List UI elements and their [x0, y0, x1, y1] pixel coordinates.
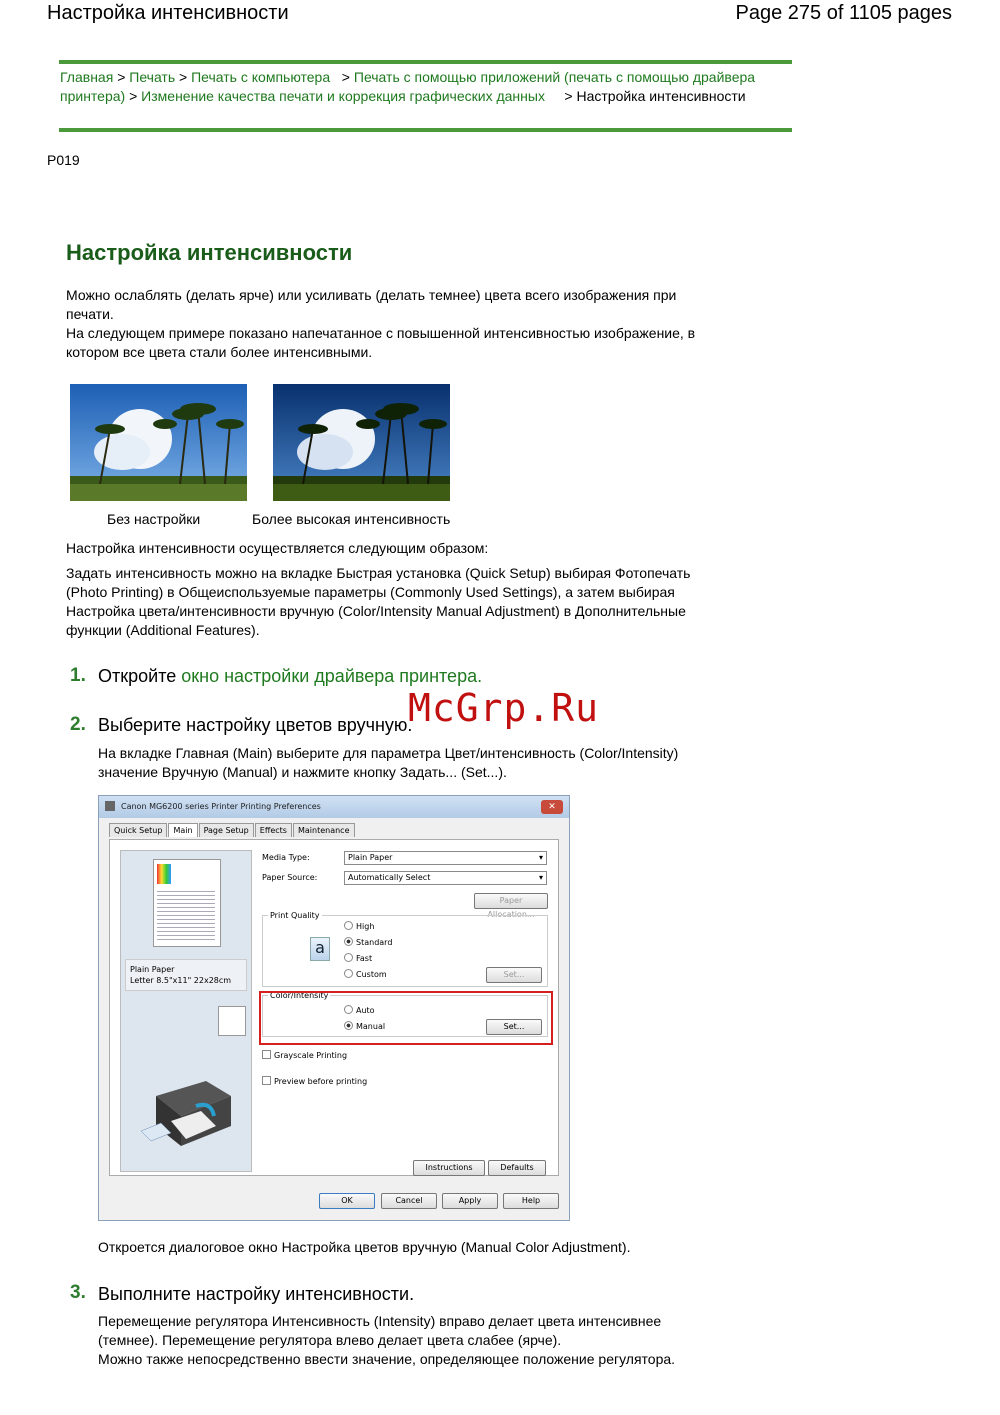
quality-custom-label: Custom: [356, 970, 387, 979]
quality-preview-icon: a: [310, 937, 330, 961]
breadcrumb-link-home[interactable]: Главная: [60, 69, 114, 85]
page-counter: Page 275 of 1105 pages: [735, 2, 952, 24]
ok-button[interactable]: OK: [319, 1193, 375, 1209]
text-lines: [157, 888, 215, 942]
caption-high-intensity: Более высокая интенсивность: [252, 511, 451, 527]
step-2-line: значение Вручную (Manual) и нажмите кнопку Задать... (Set...).: [98, 764, 507, 780]
step-1-title: [98, 666, 482, 687]
paper-preview: [153, 859, 221, 947]
dialog-titlebar: [99, 796, 569, 818]
quality-set-button[interactable]: Set...: [486, 967, 542, 983]
paper-allocation-button[interactable]: Paper Allocation...: [474, 893, 548, 909]
color-swatch: [157, 864, 171, 884]
color-set-button[interactable]: Set...: [486, 1019, 542, 1035]
quality-high-radio[interactable]: [344, 921, 374, 931]
step-3-line: Можно также непосредственно ввести значение, определяющее положение регулятора.: [98, 1351, 676, 1367]
breadcrumb: Главная > Печать > Печать с компьютера > Печать с помощью приложений (печать с помощью драйвера принтера) > Изменение качества печати и коррекция графических данных > Настройка интенсивности: [60, 69, 756, 104]
caption-normal: Без настройки: [107, 511, 201, 527]
quality-standard-radio[interactable]: [344, 937, 392, 947]
tab-main[interactable]: Main: [168, 823, 197, 837]
step-1-prefix: Откройте: [98, 666, 182, 686]
step-2-line: На вкладке Главная (Main) выберите для параметра Цвет/интенсивность (Color/Intensity): [98, 745, 679, 761]
preview-label: Preview before printing: [274, 1077, 368, 1086]
paper-source-select[interactable]: Automatically Select ▾: [344, 871, 547, 885]
preview-pane: [120, 850, 252, 1172]
apply-button[interactable]: Apply: [442, 1193, 498, 1209]
cancel-button[interactable]: Cancel: [381, 1193, 437, 1209]
step-3-line: (темнее). Перемещение регулятора влево делает цвета слабее (ярче).: [98, 1332, 562, 1348]
method-text: Настройка интенсивности осуществляется следующим образом:: [66, 540, 489, 556]
intro-line: Можно ослаблять (делать ярче) или усиливать (делать темнее) цвета всего изображения при: [66, 287, 677, 303]
highlight-frame: [259, 991, 553, 1045]
grayscale-label: Grayscale Printing: [274, 1051, 348, 1060]
printer-preferences-dialog: [98, 795, 570, 1221]
method-paragraph: [66, 564, 756, 640]
step-3-line: Перемещение регулятора Интенсивность (Intensity) вправо делает цвета интенсивнее: [98, 1313, 662, 1329]
doc-code: P019: [47, 152, 80, 168]
photo-normal: [70, 384, 247, 501]
after-dialog-text: Откроется диалоговое окно Настройка цветов вручную (Manual Color Adjustment).: [98, 1239, 631, 1255]
print-quality-label: Print Quality: [270, 911, 320, 920]
quality-fast-label: Fast: [356, 954, 373, 963]
breadcrumb-link-quality[interactable]: Изменение качества печати и коррекция графических данных: [141, 88, 545, 104]
paper-source-label: Paper Source:: [262, 873, 318, 882]
step-2-title: Выберите настройку цветов вручную.: [98, 715, 413, 735]
color-auto-label: Auto: [356, 1006, 375, 1015]
method-line: Задать интенсивность можно на вкладке Быстрая установка (Quick Setup) выбирая Фотопечать: [66, 565, 691, 581]
top-divider: [59, 60, 792, 64]
media-type-label: Media Type:: [262, 853, 310, 862]
breadcrumb-current: Настройка интенсивности: [576, 88, 746, 104]
step-2-number: 2.: [70, 714, 86, 735]
color-manual-label: Manual: [356, 1022, 386, 1031]
orientation-icon: [218, 1006, 246, 1036]
intro-line: печати.: [66, 306, 114, 322]
quality-standard-label: Standard: [356, 938, 393, 947]
paper-info-size: Letter 8.5"x11" 22x28cm: [130, 976, 232, 985]
close-icon[interactable]: ✕: [541, 800, 563, 814]
page-title: Настройка интенсивности: [66, 240, 353, 265]
defaults-button[interactable]: Defaults: [488, 1160, 546, 1176]
method-line: Настройка цвета/интенсивности вручную (Color/Intensity Manual Adjustment) в Дополнительные: [66, 603, 686, 619]
printer-icon: [105, 801, 115, 811]
intro-line: котором все цвета стали более интенсивными.: [66, 344, 373, 360]
dialog-title: Canon MG6200 series Printer Printing Preferences: [121, 802, 321, 811]
watermark: McGrp.Ru: [408, 686, 600, 730]
step-3-text: [98, 1312, 675, 1369]
step-3-title: Выполните настройку интенсивности.: [98, 1284, 415, 1304]
dialog-tabs: [109, 823, 356, 839]
paper-info: [125, 959, 247, 991]
intro-paragraph: [66, 286, 756, 362]
bottom-divider: [59, 128, 792, 132]
printer-illustration-icon: [136, 1071, 236, 1151]
preview-checkbox[interactable]: [262, 1076, 367, 1086]
tab-maintenance[interactable]: Maintenance: [293, 823, 355, 837]
tab-page-setup[interactable]: Page Setup: [199, 823, 254, 837]
tab-effects[interactable]: Effects: [255, 823, 292, 837]
breadcrumb-link-print[interactable]: Печать: [129, 69, 176, 85]
breadcrumb-link-print-apps[interactable]: Печать с помощью приложений (печать с помощью драйвера принтера): [60, 69, 756, 104]
driver-settings-link[interactable]: окно настройки драйвера принтера.: [181, 666, 483, 686]
instructions-button[interactable]: Instructions: [413, 1160, 485, 1176]
grayscale-checkbox[interactable]: [262, 1050, 347, 1060]
media-type-select[interactable]: Plain Paper ▾: [344, 851, 547, 865]
intro-line: На следующем примере показано напечатанное с повышенной интенсивностью изображение, в: [66, 325, 696, 341]
help-button[interactable]: Help: [503, 1193, 559, 1209]
main-tab-panel: [109, 839, 559, 1176]
quality-custom-radio[interactable]: [344, 969, 387, 979]
tab-quick-setup[interactable]: Quick Setup: [109, 823, 167, 837]
quality-high-label: High: [356, 922, 375, 931]
color-intensity-label: Color/Intensity: [270, 991, 329, 1000]
photo-high-intensity: [273, 384, 450, 501]
step-1-number: 1.: [70, 665, 86, 686]
breadcrumb-link-print-from-computer[interactable]: Печать с компьютера: [191, 69, 331, 85]
page-header-title: Настройка интенсивности: [47, 2, 289, 24]
method-line: функции (Additional Features).: [66, 622, 260, 638]
quality-fast-radio[interactable]: [344, 953, 372, 963]
paper-info-type: Plain Paper: [130, 965, 175, 974]
method-line: (Photo Printing) в Общеиспользуемые параметры (Commonly Used Settings), а затем выбирая: [66, 584, 675, 600]
step-3-number: 3.: [70, 1282, 86, 1303]
step-2-text: [98, 744, 678, 782]
